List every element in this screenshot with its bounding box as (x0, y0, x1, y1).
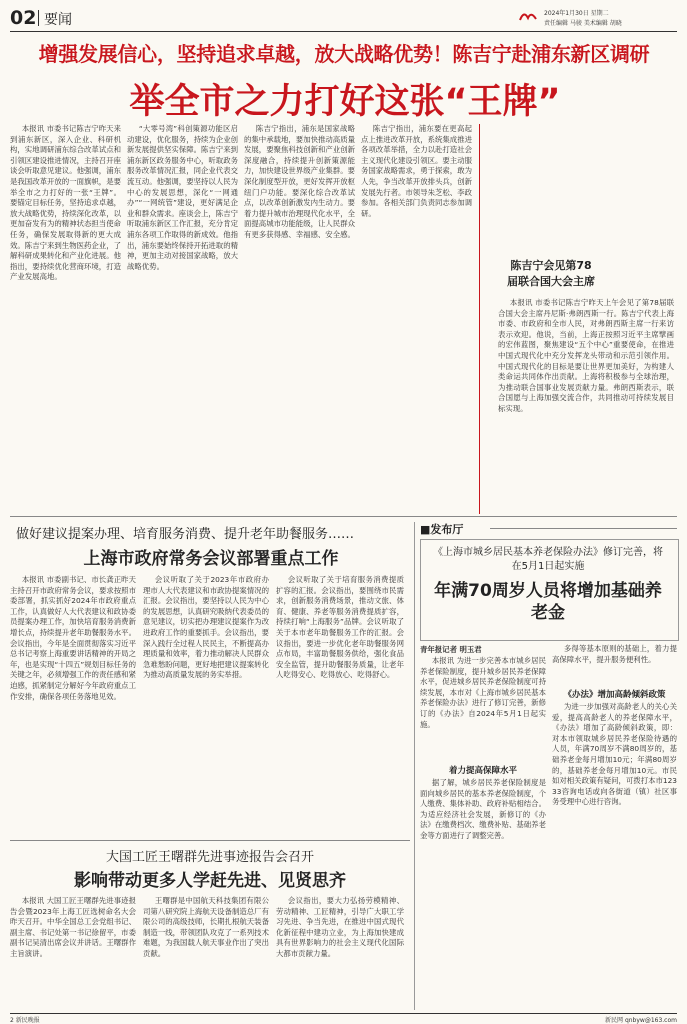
story2-column-2: 会议听取了关于2023年市政府办理市人大代表建议和市政协提案情况的汇报。会议指出，要坚持以人民为中心的发展思想，认真研究吸纳代表委员的意见建议，切实把办理建议提案作为改进政府工作的重要抓手。会议指出，要深入践行全过程人民民主，不断提高办理质量和效率，着力推动解决人民群众急难愁盼问题，更好地把建议提案转化为推动高质量发展的务实举措。 (143, 575, 269, 680)
editors: 责任编辑 马骏 美术编辑 胡晓 (544, 20, 622, 27)
pension-subtitle: 《上海市城乡居民基本养老保险办法》修订完善，将在5月1日起实施 (433, 547, 663, 572)
sidebar-headline: 陈吉宁会见第78届联合国大会主席 (507, 259, 595, 288)
lead-column-1: 本报讯 市委书记陈吉宁昨天来到浦东新区，深入企业、科研机构，实地调研浦东综合改革试点和引领区建设推进情况，主持召开座谈会听取意见建议。他强调，浦东是我国改革开放的一面旗帜，是要举全市之力打好的一张“王牌”。要锚定目标任务，坚持追求卓越，放大战略优势，持续深化改革，以更加奋发有为的精神状态担当使命任务，确保发展取得新的更大成效。陈吉宁来到生物医药企业，了解科研成果转化和产业化进展。他指出，要持续优化营商环境，打造产业发展高地。 (10, 124, 121, 282)
story3-headline: 影响带动更多人学赶先进、见贤思齐 (74, 871, 346, 891)
issue-date: 2024年1月30日 星期二 (544, 10, 609, 17)
story2-column-3: 会议听取了关于培育服务消费提质扩容的汇报。会议指出，要围绕市民需求，创新服务消费场景，推动文旅、体育、健康、养老等服务消费提质扩容，持续打响“上海服务”品牌。会议听取了关于本市老年助餐服务工作的汇报。会议指出，要进一步优化老年助餐服务网点布局，丰富助餐服务供给，强化食品安全监管，提升助餐服务质量，让老年人吃得安心、吃得放心、吃得舒心。 (276, 575, 404, 680)
footer-right: 新民网 qnbyw@163.com (605, 1017, 677, 1024)
pension-column-1b: 据了解，城乡居民养老保险制度是面向城乡居民的基本养老保险制度，个人缴费、集体补助、政府补贴相结合。为适应经济社会发展，新修订的《办法》在缴费档次、缴费补贴、基础养老金等方面进行了调整完善。 (420, 778, 546, 840)
lead-column-2: “大零号湾”科创策源功能区启动建设，优化服务，持续为企业创新发展提供坚实保障。陈吉宁来到浦东新区政务服务中心，听取政务服务改革情况汇报，同企业代表交流互动。他强调，要坚持以人民为中心的发展思想，深化“一网通办”“一网统管”建设，更好满足企业和群众需求。座谈会上，陈吉宁听取浦东新区工作汇报，充分肯定浦东各项工作取得的新成效。他指出，浦东要始终保持开拓进取的精神，更加主动对接国家战略，放大战略优势。 (127, 124, 238, 271)
story2-column-1: 本报讯 市委副书记、市长龚正昨天主持召开市政府常务会议，要求按照市委部署，抓实抓好2024年市政府重点工作，认真做好人大代表建议和政协委员提案办理工作，加快培育服务消费新增长点，持续提升老年助餐服务水平。会议指出，今年是全面贯彻落实习近平总书记考察上海重要讲话精神的开局之年，也是实现“十四五”规划目标任务的关键之年，必须增强工作的责任感和紧迫感，抓紧制定分解好今年政府重点工作安排，确保各项任务落地见效。 (10, 575, 136, 701)
story2-headline: 上海市政府常务会议部署重点工作 (83, 549, 339, 569)
lead-headline: 举全市之力打好这张“王牌” (129, 82, 561, 122)
byline: 青年报记者 明玉君 (420, 645, 482, 654)
section-label: ■发布厅 (420, 523, 464, 536)
story3-column-3: 会议指出，要大力弘扬劳模精神、劳动精神、工匠精神，引导广大职工学习先进、争当先进，在推进中国式现代化新征程中建功立业，为上海加快建成具有世界影响力的社会主义现代化国际大都市贡献力量。 (276, 896, 404, 958)
sidebar-text: 本报讯 市委书记陈吉宁昨天上午会见了第78届联合国大会主席丹尼斯·弗朗西斯一行。陈吉宁代表上海市委、市政府和全市人民，对弗朗西斯主席一行来访表示欢迎。他说，当前，上海正按照习近平主席擘画的宏伟蓝图，聚焦建设“五个中心”重要使命，在推进中国式现代化中充分发挥龙头带动和示范引领作用。中国式现代化的目标是要让世界更加美好，为构建人类命运共同体作出贡献。上海将积极参与全球治理，为推动联合国事业发展贡献力量。弗朗西斯表示，联合国愿与上海加强交流合作，共同推动可持续发展目标实现。 (498, 298, 674, 413)
pension-column-2: 多得等基本原则的基础上，着力提高保障水平，提升服务便利性。 (552, 644, 677, 664)
pension-subhead-2: 《办法》增加高龄倾斜政策 (563, 690, 666, 700)
page-number: 02 (10, 7, 37, 29)
story2-kicker: 做好建议提案办理、培育服务消费、提升老年助餐服务…… (16, 527, 355, 542)
section-title: 要闻 (44, 12, 72, 28)
pension-column-2b: 为进一步加强对高龄老人的关心关爱，提高高龄老人的养老保障水平，《办法》增加了高龄倾斜政策，即：对本市领取城乡居民养老保险待遇的人员，年满70周岁不满80周岁的，基础养老金每月增加10元；年满80周岁的，基础养老金每月增加10元。市民如对相关政策有疑问，可拨打本市12333咨询电话或向各街道（镇）社区事务受理中心进行咨询。 (552, 702, 677, 807)
footer-left: 2 新民晚报 (10, 1017, 40, 1024)
paper-logo (518, 9, 538, 21)
lead-kicker: 增强发展信心，坚持追求卓越，放大战略优势！陈吉宁赴浦东新区调研 (38, 42, 650, 66)
pension-subhead-1: 着力提高保障水平 (448, 766, 517, 776)
lead-column-3: 陈吉宁指出，浦东是国家战略的集中承载地，要加快推动高质量发展，要聚焦科技创新和产业创新深度融合，持续提升创新策源能力，加快建设世界级产业集群。要深化制度型开放，更好发挥开放枢纽门户功能。要深化综合改革试点，以改革创新激发内生动力。要着力提升城市治理现代化水平，全面提高城市功能能级，让人民群众有更多获得感、幸福感、安全感。 (244, 124, 355, 239)
story3-column-1: 本报讯 大国工匠王曙群先进事迹报告会暨2023年上海工匠选树命名大会昨天召开。中华全国总工会党组书记、副主席、书记处第一书记徐留平，市委副书记吴清出席会议并讲话。王曙群作主旨演讲。 (10, 896, 136, 958)
story3-column-2: 王曙群是中国航天科技集团有限公司第八研究院上海航天设备制造总厂有限公司的高级技师，长期扎根航天装备制造一线，带领团队攻克了一系列技术难题，为我国载人航天事业作出了突出贡献。 (143, 896, 269, 958)
lead-column-4: 陈吉宁指出，浦东要在更高起点上推进改革开放，系统集成推进各项改革举措，全力以赴打造社会主义现代化建设引领区。要主动服务国家战略需求，勇于探索，敢为人先，争当改革开放排头兵，创新发展先行者。市领导朱芝松、李政参加。各相关部门负责同志参加调研。 (361, 124, 472, 218)
pension-headline: 年满70周岁人员将增加基础养老金 (434, 581, 662, 623)
story3-kicker: 大国工匠王曙群先进事迹报告会召开 (105, 850, 314, 865)
pension-column-1: 本报讯 为进一步完善本市城乡居民养老保险制度，提升城乡居民养老保障水平，促进城乡居民养老保险制度可持续发展，本市对《上海市城乡居民基本养老保险办法》进行了修订完善，新修订的《办法》自2024年5月1日起实施。 (420, 656, 546, 729)
masthead (10, 6, 677, 32)
